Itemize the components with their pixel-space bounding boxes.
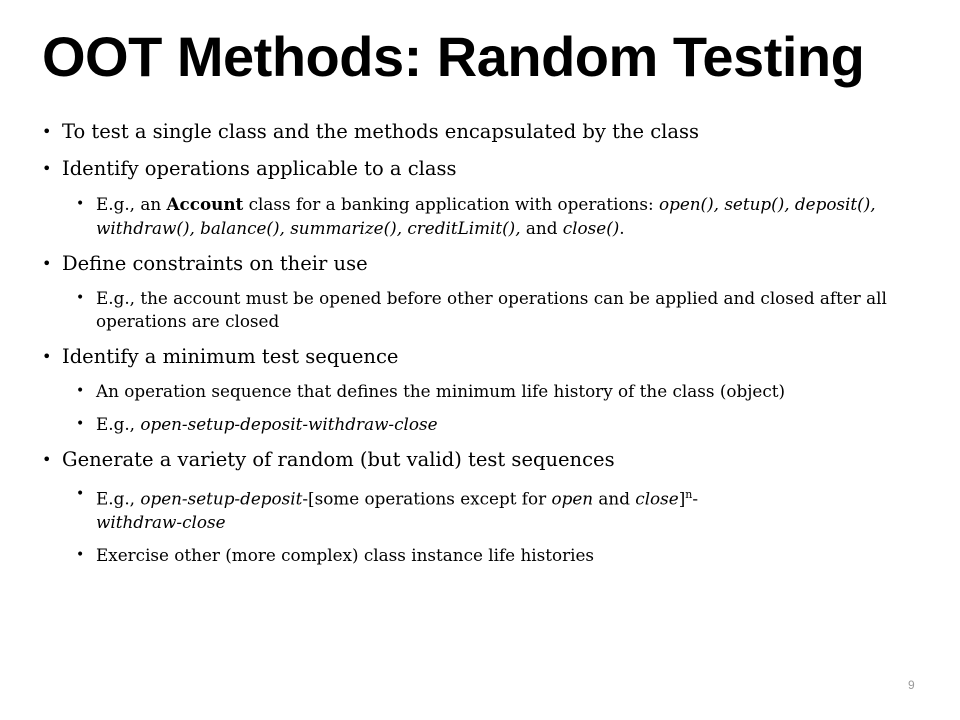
bullet-dot: • [42, 122, 52, 141]
bullet-dot: • [42, 347, 52, 366]
slide-content [42, 118, 922, 577]
bullet-dot: • [76, 546, 85, 563]
bullet-test-single-class [42, 118, 922, 145]
operation-close: close() [562, 218, 620, 238]
subbullet-random-sequence-example [76, 483, 922, 534]
bullet-text: Identify operations applicable to a class [62, 157, 457, 180]
bullet-text: E.g., the account must be opened before other operations can be applied and closed after all operations are closed [96, 288, 887, 331]
bullet-text: Exercise other (more complex) class instance life histories [96, 544, 595, 565]
text-run: - [692, 488, 699, 509]
bullet-dot: • [76, 196, 85, 212]
sequence-text: open-setup-deposit [140, 488, 303, 509]
subbullet-account-example [76, 192, 922, 240]
bullet-dot: • [76, 290, 85, 306]
operation-open: open [551, 488, 594, 509]
text-run: -[some operations except for [302, 488, 552, 509]
text-run: E.g., [96, 414, 141, 434]
bullet-dot: • [42, 159, 52, 178]
text-run: E.g., [96, 488, 141, 509]
bullet-dot: • [76, 383, 85, 399]
subbullet-operation-sequence [76, 380, 922, 403]
bullet-text: To test a single class and the methods encapsulated by the class [62, 120, 700, 143]
sequence-text: withdraw-close [96, 511, 226, 532]
bullet-dot: • [42, 450, 52, 469]
text-run: ] [678, 488, 686, 509]
text-run: E.g., an [96, 194, 167, 214]
bullet-minimum-sequence [42, 343, 922, 370]
superscript-n: n [685, 488, 693, 501]
operations-list: open(), setup(), deposit(), withdraw(), balance(), summarize(), creditLimit(), [96, 194, 876, 238]
bullet-random-sequences [42, 446, 922, 473]
sequence-text: open-setup-deposit-withdraw-close [140, 414, 438, 434]
class-name-account: Account [166, 194, 244, 214]
bullet-text: Define constraints on their use [62, 252, 368, 275]
bullet-identify-operations [42, 155, 922, 182]
bullet-text: An operation sequence that defines the minimum life history of the class (object) [96, 381, 786, 401]
bullet-dot: • [76, 486, 85, 502]
text-run: and [593, 488, 636, 509]
page-number: 9 [908, 678, 915, 692]
subbullet-minimum-sequence-example [76, 413, 922, 436]
operation-close: close [635, 488, 679, 509]
slide-title: OOT Methods: Random Testing [42, 25, 865, 88]
bullet-text: Generate a variety of random (but valid) test sequences [62, 448, 615, 471]
subbullet-constraint-example [76, 287, 922, 333]
bullet-text: Identify a minimum test sequence [62, 345, 399, 368]
subbullet-complex-histories [76, 544, 922, 567]
bullet-define-constraints [42, 250, 922, 277]
bullet-dot: • [42, 254, 52, 273]
bullet-dot: • [76, 416, 85, 432]
text-run: and [520, 218, 563, 238]
text-run: . [619, 218, 625, 238]
text-run: class for a banking application with operations: [243, 194, 659, 214]
